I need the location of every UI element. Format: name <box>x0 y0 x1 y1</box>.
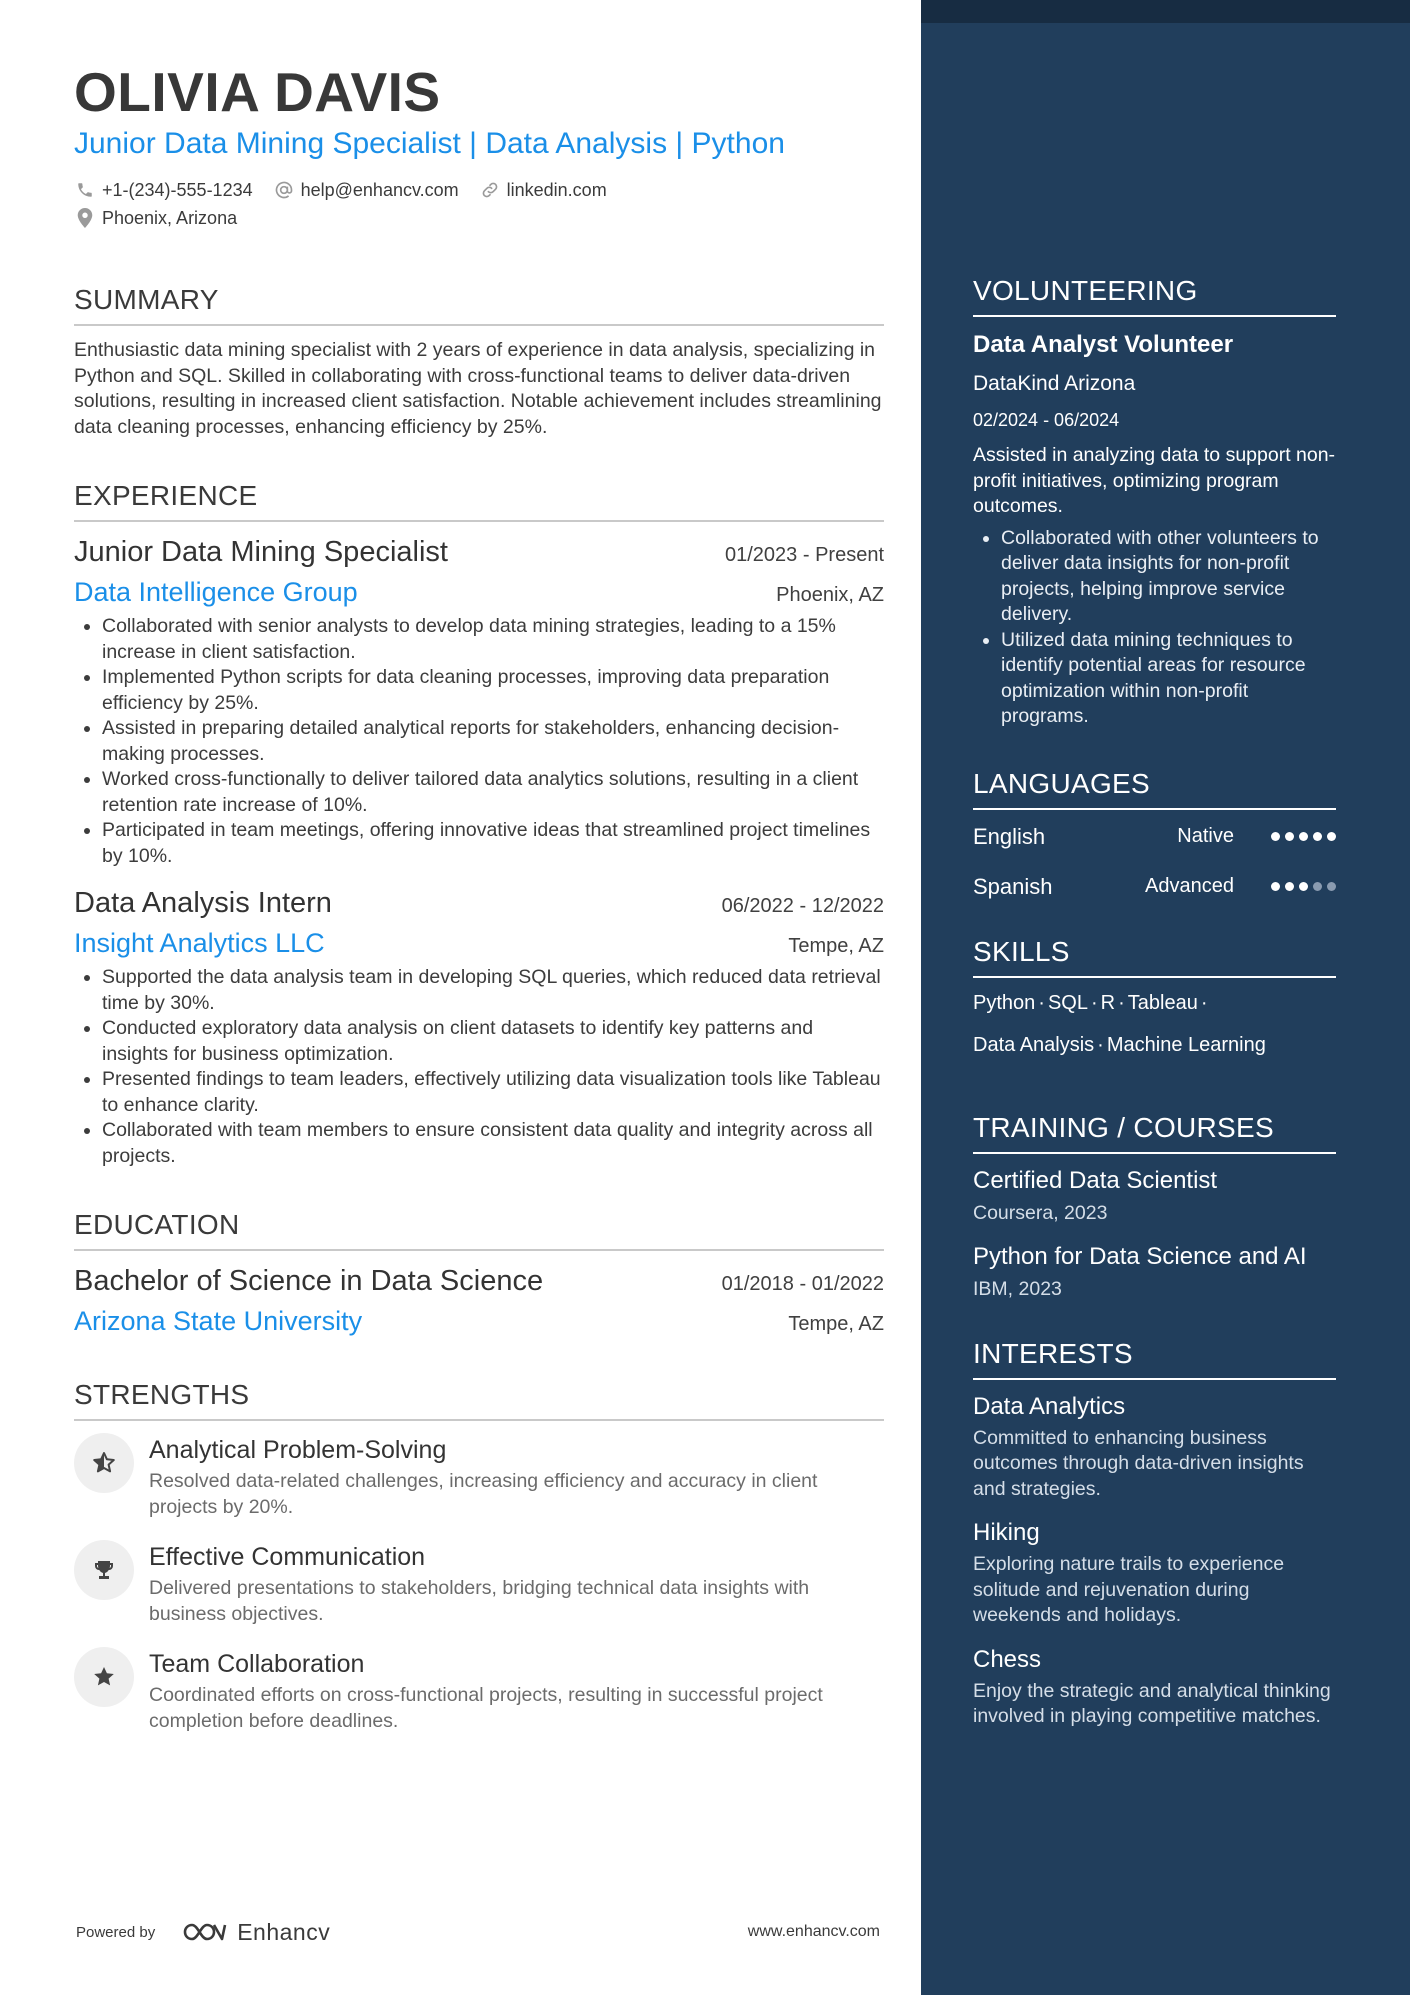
skills-line <box>973 982 1336 1024</box>
star-half-icon <box>74 1433 134 1493</box>
skill-separator: · <box>1200 991 1208 1014</box>
footer-website[interactable]: www.enhancv.com <box>747 1923 880 1940</box>
job-company: Data Intelligence Group <box>74 577 358 607</box>
job-dates: 01/2023 - Present <box>725 544 884 566</box>
rating-dot-filled <box>1285 832 1294 841</box>
location-text: Phoenix, Arizona <box>102 207 238 228</box>
skill-separator: · <box>1038 991 1045 1014</box>
skill-tag: Machine Learning <box>1106 1033 1266 1056</box>
rating-dot-filled <box>1299 832 1308 841</box>
summary-title: SUMMARY <box>74 284 219 315</box>
strength-title: Effective Communication <box>149 1543 426 1571</box>
skill-separator: · <box>1097 1033 1104 1056</box>
job-dates: 06/2022 - 12/2022 <box>721 895 884 917</box>
strength-desc: Delivered presentations to stakeholders, bridging technical data insights with business objectives. <box>149 1577 810 1625</box>
volunteering-section <box>973 273 1336 730</box>
skills-line <box>973 1024 1336 1066</box>
interest-desc: Exploring nature trails to experience solitude and rejuvenation during weekends and holidays. <box>973 1553 1285 1626</box>
skill-tag: SQL <box>1047 991 1088 1014</box>
rating-dot-filled <box>1299 882 1308 891</box>
job-bullet: • Implemented Python scripts for data cleaning processes, improving data preparation efficiency by 25%. <box>102 665 884 716</box>
experience-section <box>74 478 884 1169</box>
strengths-section <box>74 1377 884 1734</box>
link-icon <box>479 179 501 201</box>
language-name: Spanish <box>973 873 1053 899</box>
brand-name: Enhancv <box>237 1918 331 1945</box>
skills-title: SKILLS <box>973 935 1070 967</box>
strength-desc: Resolved data-related challenges, increasing efficiency and accuracy in client projects by 20%. <box>149 1470 818 1518</box>
volunteer-bullets <box>973 526 1336 730</box>
volunteer-bullet: • Utilized data mining techniques to identify potential areas for resource optimization within non-profit programs. <box>1001 628 1336 730</box>
enhancv-logo[interactable] <box>181 1919 330 1946</box>
volunteering-title: VOLUNTEERING <box>973 275 1198 306</box>
job-bullet: • Collaborated with team members to ensure consistent data quality and integrity across all projects. <box>102 1118 884 1169</box>
volunteer-org: DataKind Arizona <box>973 372 1136 395</box>
contact-info <box>74 176 884 232</box>
job-bullet: • Participated in team meetings, offering innovative ideas that streamlined project timelines by 10%. <box>102 818 884 869</box>
at-sign-icon <box>273 179 295 201</box>
skill-tag: Tableau <box>1127 991 1198 1014</box>
job-bullet: • Worked cross-functionally to deliver tailored data analytics solutions, resulting in a client retention rate increase of 10%. <box>102 767 884 818</box>
course-provider: Coursera, 2023 <box>973 1201 1108 1224</box>
phone-icon <box>74 179 96 201</box>
school-location: Tempe, AZ <box>788 1313 884 1335</box>
sidebar-top-bar <box>921 0 1410 23</box>
sidebar <box>973 273 1336 1730</box>
section-divider <box>973 808 1336 810</box>
interest-item <box>973 1518 1336 1629</box>
volunteer-role: Data Analyst Volunteer <box>973 331 1234 358</box>
strength-item <box>74 1540 884 1627</box>
job-bullet: • Assisted in preparing detailed analytical reports for stakeholders, enhancing decision-making processes. <box>102 716 884 767</box>
section-divider <box>74 324 884 326</box>
section-divider <box>973 1152 1336 1154</box>
contact-email[interactable] <box>273 179 459 201</box>
phone-text: +1-(234)-555-1234 <box>102 179 253 200</box>
trophy-icon <box>74 1540 134 1600</box>
job-location: Tempe, AZ <box>788 935 884 957</box>
course-name: Certified Data Scientist <box>973 1166 1218 1194</box>
language-item <box>973 862 1336 912</box>
job-location: Phoenix, AZ <box>776 584 884 606</box>
language-rating <box>1266 832 1336 841</box>
contact-linkedin[interactable] <box>479 179 607 201</box>
education-section <box>74 1207 884 1339</box>
interest-item <box>973 1392 1336 1503</box>
language-name: English <box>973 823 1046 849</box>
section-divider <box>973 1378 1336 1380</box>
language-rating <box>1266 882 1336 891</box>
course-item <box>973 1166 1336 1226</box>
main-column <box>74 58 884 1754</box>
volunteer-bullet: • Collaborated with other volunteers to deliver data insights for non-profit projects, helping improve service delivery. <box>1001 526 1336 628</box>
languages-title: LANGUAGES <box>973 767 1150 799</box>
strength-title: Analytical Problem-Solving <box>149 1436 447 1464</box>
education-dates: 01/2018 - 01/2022 <box>721 1273 884 1295</box>
rating-dot-filled <box>1327 832 1336 841</box>
strength-desc: Coordinated efforts on cross-functional projects, resulting in successful project completion before deadlines. <box>149 1684 823 1732</box>
language-level: Native <box>1177 825 1234 847</box>
strength-item <box>74 1647 884 1734</box>
interests-section <box>973 1336 1336 1730</box>
job-title: Junior Data Mining Specialist <box>74 536 448 568</box>
experience-title: EXPERIENCE <box>74 480 258 511</box>
course-item <box>973 1242 1336 1302</box>
section-divider <box>973 976 1336 978</box>
job-entry <box>74 883 884 1169</box>
languages-section <box>973 766 1336 912</box>
skill-tag: R <box>1100 991 1116 1014</box>
volunteer-dates: 02/2024 - 06/2024 <box>973 410 1120 430</box>
contact-phone[interactable] <box>74 179 253 201</box>
rating-dot-filled <box>1271 832 1280 841</box>
training-section <box>973 1110 1336 1302</box>
job-title: Data Analysis Intern <box>74 887 332 919</box>
section-divider <box>74 1419 884 1421</box>
skill-separator: · <box>1090 991 1098 1014</box>
education-entry <box>74 1261 884 1339</box>
job-bullets <box>74 614 884 869</box>
language-level: Advanced <box>1145 875 1234 897</box>
powered-by-label: Powered by <box>76 1923 156 1941</box>
interest-name: Hiking <box>973 1519 1040 1546</box>
course-name: Python for Data Science and AI <box>973 1242 1307 1270</box>
training-title: TRAINING / COURSES <box>973 1111 1274 1143</box>
rating-dot-filled <box>1313 832 1322 841</box>
education-title: EDUCATION <box>74 1209 240 1240</box>
course-provider: IBM, 2023 <box>973 1277 1062 1300</box>
star-icon <box>74 1647 134 1707</box>
interests-title: INTERESTS <box>973 1337 1133 1369</box>
rating-dot-empty <box>1327 882 1336 891</box>
skill-tag: Python <box>973 991 1036 1014</box>
candidate-headline: Junior Data Mining Specialist | Data Analysis | Python <box>74 127 785 160</box>
strength-title: Team Collaboration <box>149 1650 365 1678</box>
linkedin-text: linkedin.com <box>506 179 607 200</box>
interest-desc: Enjoy the strategic and analytical thinking involved in playing competitive matches. <box>973 1679 1331 1727</box>
degree: Bachelor of Science in Data Science <box>74 1265 544 1297</box>
strengths-title: STRENGTHS <box>74 1379 250 1410</box>
job-bullets <box>74 965 884 1169</box>
section-divider <box>74 1249 884 1251</box>
job-bullet: • Supported the data analysis team in developing SQL queries, which reduced data retrieval time by 30%. <box>102 965 884 1016</box>
interest-desc: Committed to enhancing business outcomes through data-driven insights and strategies. <box>973 1426 1304 1500</box>
rating-dot-filled <box>1271 882 1280 891</box>
rating-dot-empty <box>1313 882 1322 891</box>
language-item <box>973 812 1336 862</box>
school-name: Arizona State University <box>74 1306 363 1336</box>
interest-name: Data Analytics <box>973 1392 1126 1420</box>
interest-item <box>973 1645 1336 1730</box>
job-company: Insight Analytics LLC <box>74 928 325 958</box>
interest-name: Chess <box>973 1645 1042 1673</box>
section-divider <box>74 520 884 522</box>
job-entry <box>74 532 884 869</box>
skills-section <box>973 934 1336 1066</box>
skill-tag: Data Analysis <box>973 1033 1095 1056</box>
job-bullet: • Collaborated with senior analysts to develop data mining strategies, leading to a 15% increase in client satisfaction. <box>102 614 884 665</box>
section-divider <box>973 315 1336 317</box>
footer <box>76 1912 880 1952</box>
candidate-name: OLIVIA DAVIS <box>74 61 441 123</box>
email-text: help@enhancv.com <box>300 179 459 200</box>
location-pin-icon <box>74 207 96 229</box>
enhancv-logo-icon <box>181 1920 227 1944</box>
summary-text: Enthusiastic data mining specialist with 2 years of experience in data analysis, specializing in Python and SQL. Skilled in collaborating with cross-functional teams to deliver data-driven solutions, resulting in increased client satisfaction. Notable achievement includes streamlining data cleaning processes, enhancing efficiency by 25%. <box>74 339 882 438</box>
job-bullet: • Presented findings to team leaders, effectively utilizing data visualization tools like Tableau to enhance clarity. <box>102 1067 884 1118</box>
job-bullet: • Conducted exploratory data analysis on client datasets to identify key patterns and insights for business optimization. <box>102 1016 884 1067</box>
strength-item <box>74 1433 884 1520</box>
skill-separator: · <box>1118 991 1125 1014</box>
volunteer-summary: Assisted in analyzing data to support non-profit initiatives, optimizing program outcomes. <box>973 444 1336 517</box>
contact-location <box>74 207 237 229</box>
summary-section <box>74 282 884 440</box>
rating-dot-filled <box>1285 882 1294 891</box>
